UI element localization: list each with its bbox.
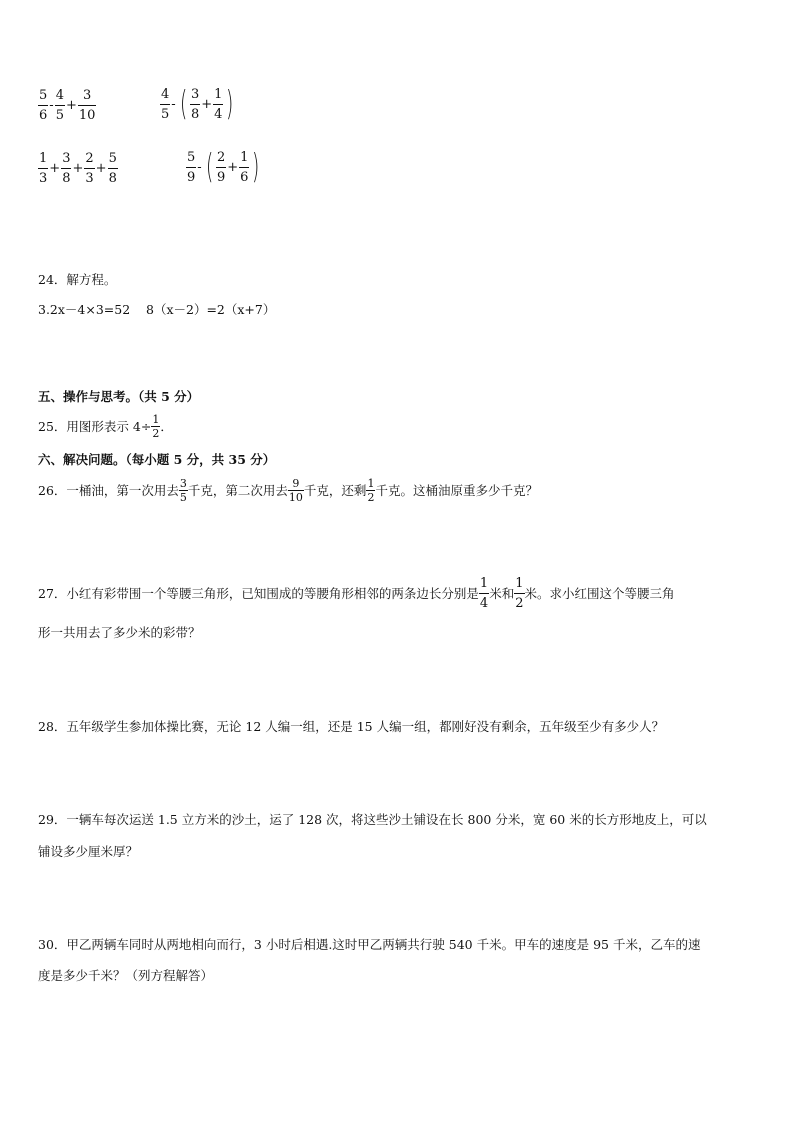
denominator: 5	[179, 491, 187, 504]
expression-2	[160, 84, 237, 124]
question-26	[38, 478, 538, 503]
question-27-text: 27．小红有彩带围一个等腰三角形，已知围成的等腰角形相邻的两条边长分别是	[38, 585, 479, 601]
denominator: 2	[152, 427, 160, 440]
fraction	[38, 88, 48, 123]
denominator: 10	[78, 108, 96, 123]
fraction	[61, 151, 71, 186]
numerator: 1	[240, 149, 249, 165]
fraction	[288, 478, 304, 503]
question-24-equation-2: 8（x－2）=2（x+7）	[146, 302, 276, 317]
fraction	[213, 87, 223, 122]
fraction	[78, 88, 97, 123]
left-paren: (	[179, 84, 187, 124]
fraction	[479, 576, 489, 611]
question-27-line-1	[38, 576, 675, 611]
fraction	[160, 87, 170, 122]
numerator: 5	[39, 88, 48, 103]
question-26-text: 千克。这桶油原重多少千克？	[375, 482, 538, 498]
expression-1	[38, 88, 96, 123]
numerator: 1	[214, 86, 223, 102]
numerator: 1	[515, 576, 524, 591]
numerator: 3	[62, 151, 71, 166]
fraction	[216, 150, 226, 185]
denominator: 8	[108, 171, 117, 186]
operator: +	[95, 161, 107, 176]
fraction	[186, 150, 196, 185]
section-6-heading: 六、解决问题。（每小题 5 分，共 35 分）	[38, 452, 276, 467]
numerator: 4	[161, 86, 170, 102]
fraction	[151, 414, 160, 439]
denominator: 2	[367, 491, 375, 504]
fraction	[84, 151, 94, 186]
fraction	[108, 151, 118, 186]
denominator: 6	[39, 108, 48, 123]
denominator: 2	[515, 596, 524, 611]
operator: +	[72, 161, 84, 176]
numerator: 1	[152, 413, 160, 426]
question-29-line-2: 铺设多少厘米厚？	[38, 844, 139, 859]
left-paren: (	[205, 147, 213, 187]
denominator: 4	[479, 596, 489, 611]
fraction	[366, 478, 375, 503]
denominator: 8	[190, 106, 200, 122]
denominator: 10	[288, 491, 303, 504]
numerator: 5	[187, 149, 196, 165]
question-29-line-1: 29．一辆车每次运送 1.5 立方米的沙土，运了 128 次，将这些沙土铺设在长 800 分米，宽 60 米的长方形地皮上，可以	[38, 812, 707, 827]
fraction	[179, 478, 188, 503]
denominator: 4	[214, 106, 223, 122]
question-26-text: 千克，第二次用去	[187, 482, 288, 498]
operator: +	[227, 159, 239, 175]
numerator: 1	[479, 576, 489, 591]
numerator: 3	[190, 86, 200, 102]
question-25-text: 25．用图形表示 4÷	[38, 418, 152, 434]
denominator: 9	[187, 169, 196, 185]
section-5-heading: 五、操作与思考。（共 5 分）	[38, 389, 200, 404]
operator: -	[49, 98, 54, 113]
numerator: 4	[55, 88, 64, 103]
question-26-text: 26．一桶油，第一次用去	[38, 482, 179, 498]
numerator: 3	[83, 88, 92, 103]
question-26-text: 千克，还剩	[303, 482, 367, 498]
operator: -	[197, 159, 202, 175]
operator: -	[171, 96, 176, 112]
expression-3	[38, 151, 118, 186]
denominator: 3	[39, 171, 48, 186]
question-30-line-1: 30．甲乙两辆车同时从两地相向而行，3 小时后相遇.这时甲乙两辆共行驶 540 千米。甲车的速度是 95 千米，乙车的速	[38, 937, 701, 952]
fraction	[38, 151, 48, 186]
question-30-line-2: 度是多少千米？（列方程解答）	[38, 968, 214, 983]
numerator: 2	[216, 149, 226, 165]
denominator: 3	[85, 171, 94, 186]
expression-4	[186, 147, 263, 187]
right-paren: )	[252, 147, 260, 187]
numerator: 9	[292, 477, 300, 490]
question-27-text: 米和	[489, 585, 515, 601]
question-25	[38, 414, 173, 439]
right-paren: )	[226, 84, 234, 124]
operator: +	[65, 98, 77, 113]
numerator: 1	[39, 151, 48, 166]
numerator: 5	[108, 151, 117, 166]
question-27-line-2: 形一共用去了多少米的彩带？	[38, 625, 201, 640]
denominator: 8	[62, 171, 71, 186]
denominator: 5	[161, 106, 170, 122]
numerator: 3	[179, 477, 187, 490]
fraction	[190, 87, 200, 122]
fraction	[514, 576, 524, 611]
numerator: 1	[367, 477, 375, 490]
question-25-end: ．	[160, 418, 173, 434]
operator: +	[201, 96, 213, 112]
question-27-text: 米。求小红围这个等腰三角	[524, 585, 675, 601]
fraction	[239, 150, 249, 185]
question-24-equation-1: 3.2x－4×3=52	[38, 302, 131, 317]
numerator: 2	[85, 151, 94, 166]
denominator: 5	[55, 108, 64, 123]
question-28: 28．五年级学生参加体操比赛，无论 12 人编一组，还是 15 人编一组，都刚好没有剩余，五年级至少有多少人？	[38, 719, 665, 734]
fraction	[55, 88, 65, 123]
operator: +	[49, 161, 61, 176]
denominator: 9	[216, 169, 226, 185]
question-24-title: 24．解方程。	[38, 272, 117, 287]
denominator: 6	[240, 169, 249, 185]
